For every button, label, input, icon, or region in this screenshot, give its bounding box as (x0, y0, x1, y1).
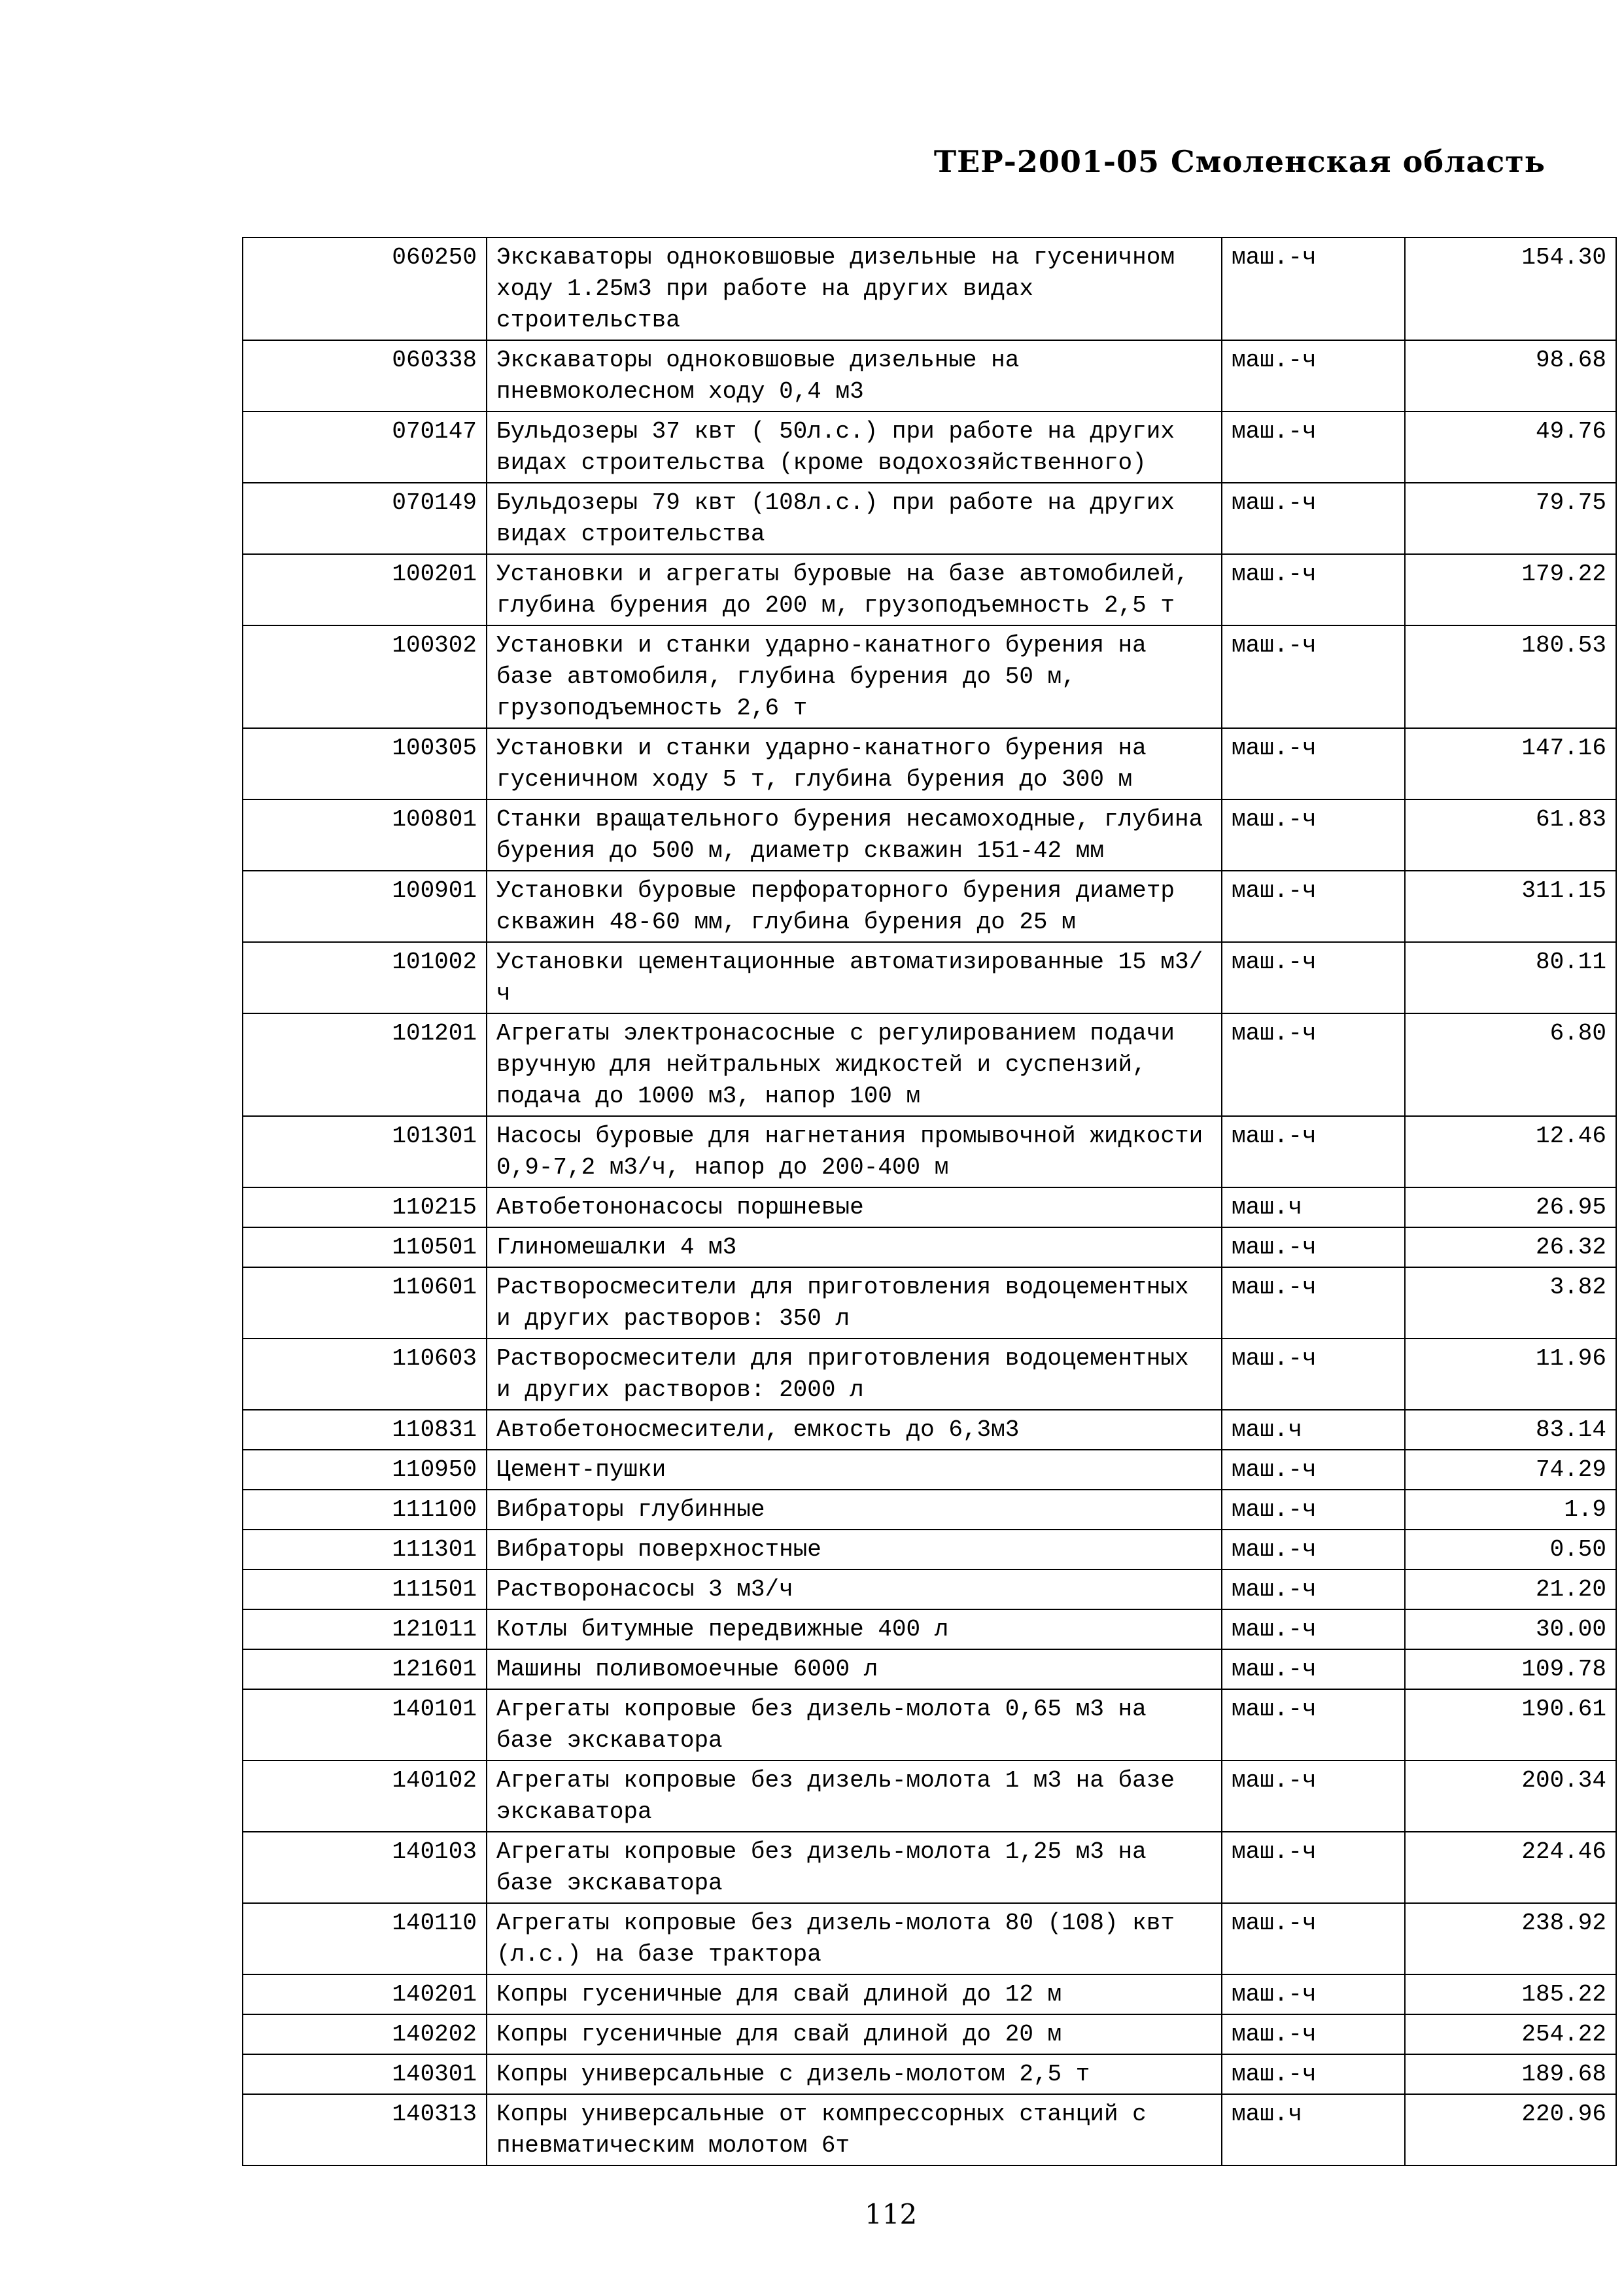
name-cell: Растворонасосы 3 м3/ч (487, 1569, 1222, 1609)
name-cell: Бульдозеры 79 квт (108л.с.) при работе на других видах строительства (487, 483, 1222, 554)
code-cell: 140102 (243, 1761, 487, 1832)
page-number: 112 (865, 2198, 918, 2230)
name-cell: Агрегаты копровые без дизель-молота 1,25 м3 на базе экскаватора (487, 1832, 1222, 1903)
code-cell: 060250 (243, 237, 487, 340)
table-row (243, 1339, 1616, 1410)
unit-cell: маш.-ч (1222, 942, 1405, 1013)
price-cell: 185.22 (1405, 1974, 1616, 2014)
name-cell: Установки и агрегаты буровые на базе автомобилей, глубина бурения до 200 м, грузоподъемность 2,5 т (487, 554, 1222, 625)
price-cell: 190.61 (1405, 1689, 1616, 1761)
code-cell: 070147 (243, 412, 487, 483)
code-cell: 100201 (243, 554, 487, 625)
table-row (243, 1530, 1616, 1569)
unit-cell: маш.-ч (1222, 1116, 1405, 1187)
unit-cell: маш.-ч (1222, 871, 1405, 942)
price-cell: 179.22 (1405, 554, 1616, 625)
code-cell: 110950 (243, 1450, 487, 1490)
name-cell: Станки вращательного бурения несамоходные, глубина бурения до 500 м, диаметр скважин 151-42 мм (487, 799, 1222, 871)
unit-cell: маш.-ч (1222, 728, 1405, 799)
unit-cell: маш.-ч (1222, 1490, 1405, 1530)
table-row (243, 483, 1616, 554)
name-cell: Установки и станки ударно-канатного бурения на базе автомобиля, глубина бурения до 50 м, грузоподъемность 2,6 т (487, 625, 1222, 728)
code-cell: 060338 (243, 340, 487, 412)
unit-cell: маш.-ч (1222, 625, 1405, 728)
price-cell: 11.96 (1405, 1339, 1616, 1410)
code-cell: 111100 (243, 1490, 487, 1530)
price-cell: 311.15 (1405, 871, 1616, 942)
price-cell: 61.83 (1405, 799, 1616, 871)
unit-cell: маш.-ч (1222, 1649, 1405, 1689)
unit-cell: маш.-ч (1222, 1530, 1405, 1569)
unit-cell: маш.-ч (1222, 1227, 1405, 1267)
table-row (243, 1689, 1616, 1761)
price-cell: 254.22 (1405, 2014, 1616, 2054)
code-cell: 140110 (243, 1903, 487, 1974)
table-row (243, 1609, 1616, 1649)
code-cell: 101002 (243, 942, 487, 1013)
name-cell: Установки и станки ударно-канатного бурения на гусеничном ходу 5 т, глубина бурения до 300 м (487, 728, 1222, 799)
code-cell: 110603 (243, 1339, 487, 1410)
code-cell: 100801 (243, 799, 487, 871)
price-cell: 98.68 (1405, 340, 1616, 412)
code-cell: 140301 (243, 2054, 487, 2094)
name-cell: Агрегаты копровые без дизель-молота 80 (108) квт (л.с.) на базе трактора (487, 1903, 1222, 1974)
code-cell: 110501 (243, 1227, 487, 1267)
name-cell: Вибраторы глубинные (487, 1490, 1222, 1530)
table-row (243, 554, 1616, 625)
name-cell: Растворосмесители для приготовления водоцементных и других растворов: 2000 л (487, 1339, 1222, 1410)
price-cell: 147.16 (1405, 728, 1616, 799)
unit-cell: маш.-ч (1222, 1339, 1405, 1410)
machine-price-table (242, 237, 1617, 2166)
document-header: ТЕР-2001-05 Смоленская область (933, 144, 1546, 179)
code-cell: 140313 (243, 2094, 487, 2165)
price-cell: 220.96 (1405, 2094, 1616, 2165)
name-cell: Экскаваторы одноковшовые дизельные на пневмоколесном ходу 0,4 м3 (487, 340, 1222, 412)
code-cell: 110831 (243, 1410, 487, 1450)
unit-cell: маш.-ч (1222, 340, 1405, 412)
unit-cell: маш.ч (1222, 2094, 1405, 2165)
unit-cell: маш.ч (1222, 1410, 1405, 1450)
name-cell: Вибраторы поверхностные (487, 1530, 1222, 1569)
unit-cell: маш.-ч (1222, 1974, 1405, 2014)
table-row (243, 340, 1616, 412)
unit-cell: маш.-ч (1222, 554, 1405, 625)
name-cell: Экскаваторы одноковшовые дизельные на гусеничном ходу 1.25м3 при работе на других видах строительства (487, 237, 1222, 340)
name-cell: Машины поливомоечные 6000 л (487, 1649, 1222, 1689)
table-row (243, 728, 1616, 799)
table-row (243, 2054, 1616, 2094)
code-cell: 140202 (243, 2014, 487, 2054)
price-cell: 26.32 (1405, 1227, 1616, 1267)
name-cell: Установки цементационные автоматизированные 15 м3/ч (487, 942, 1222, 1013)
unit-cell: маш.-ч (1222, 412, 1405, 483)
table-row (243, 1569, 1616, 1609)
name-cell: Установки буровые перфораторного бурения диаметр скважин 48-60 мм, глубина бурения до 25 м (487, 871, 1222, 942)
table-row (243, 871, 1616, 942)
code-cell: 100302 (243, 625, 487, 728)
price-cell: 189.68 (1405, 2054, 1616, 2094)
name-cell: Копры гусеничные для свай длиной до 20 м (487, 2014, 1222, 2054)
name-cell: Глиномешалки 4 м3 (487, 1227, 1222, 1267)
price-cell: 12.46 (1405, 1116, 1616, 1187)
unit-cell: маш.-ч (1222, 1267, 1405, 1339)
price-cell: 30.00 (1405, 1609, 1616, 1649)
table-body (243, 237, 1616, 2165)
name-cell: Агрегаты копровые без дизель-молота 0,65 м3 на базе экскаватора (487, 1689, 1222, 1761)
name-cell: Растворосмесители для приготовления водоцементных и других растворов: 350 л (487, 1267, 1222, 1339)
price-cell: 154.30 (1405, 237, 1616, 340)
name-cell: Агрегаты копровые без дизель-молота 1 м3 на базе экскаватора (487, 1761, 1222, 1832)
table-row (243, 1450, 1616, 1490)
unit-cell: маш.-ч (1222, 1450, 1405, 1490)
name-cell: Котлы битумные передвижные 400 л (487, 1609, 1222, 1649)
unit-cell: маш.ч (1222, 1187, 1405, 1227)
price-cell: 83.14 (1405, 1410, 1616, 1450)
table-row (243, 2014, 1616, 2054)
table-row (243, 799, 1616, 871)
unit-cell: маш.-ч (1222, 2014, 1405, 2054)
price-cell: 3.82 (1405, 1267, 1616, 1339)
price-cell: 109.78 (1405, 1649, 1616, 1689)
code-cell: 140201 (243, 1974, 487, 2014)
name-cell: Копры универсальные от компрессорных станций с пневматическим молотом 6т (487, 2094, 1222, 2165)
unit-cell: маш.-ч (1222, 1689, 1405, 1761)
name-cell: Агрегаты электронасосные с регулированием подачи вручную для нейтральных жидкостей и суспензий, подача до 1000 м3, напор 100 м (487, 1013, 1222, 1116)
code-cell: 101201 (243, 1013, 487, 1116)
code-cell: 111501 (243, 1569, 487, 1609)
table-row (243, 1267, 1616, 1339)
price-cell: 1.9 (1405, 1490, 1616, 1530)
table-row (243, 1410, 1616, 1450)
unit-cell: маш.-ч (1222, 1903, 1405, 1974)
table-row (243, 1974, 1616, 2014)
table-row (243, 1761, 1616, 1832)
name-cell: Автобетоносмесители, емкость до 6,3м3 (487, 1410, 1222, 1450)
table-row (243, 1187, 1616, 1227)
table-row (243, 625, 1616, 728)
price-cell: 6.80 (1405, 1013, 1616, 1116)
code-cell: 100305 (243, 728, 487, 799)
code-cell: 100901 (243, 871, 487, 942)
price-cell: 200.34 (1405, 1761, 1616, 1832)
table-row (243, 1903, 1616, 1974)
code-cell: 121011 (243, 1609, 487, 1649)
name-cell: Бульдозеры 37 квт ( 50л.с.) при работе на других видах строительства (кроме водохозяйственного) (487, 412, 1222, 483)
price-cell: 238.92 (1405, 1903, 1616, 1974)
unit-cell: маш.-ч (1222, 237, 1405, 340)
table-row (243, 412, 1616, 483)
price-cell: 21.20 (1405, 1569, 1616, 1609)
unit-cell: маш.-ч (1222, 483, 1405, 554)
name-cell: Насосы буровые для нагнетания промывочной жидкости 0,9-7,2 м3/ч, напор до 200-400 м (487, 1116, 1222, 1187)
unit-cell: маш.-ч (1222, 1013, 1405, 1116)
table-row (243, 1649, 1616, 1689)
code-cell: 110601 (243, 1267, 487, 1339)
table-row (243, 1490, 1616, 1530)
price-cell: 224.46 (1405, 1832, 1616, 1903)
unit-cell: маш.-ч (1222, 799, 1405, 871)
unit-cell: маш.-ч (1222, 2054, 1405, 2094)
price-cell: 79.75 (1405, 483, 1616, 554)
code-cell: 140101 (243, 1689, 487, 1761)
unit-cell: маш.-ч (1222, 1609, 1405, 1649)
name-cell: Копры гусеничные для свай длиной до 12 м (487, 1974, 1222, 2014)
code-cell: 070149 (243, 483, 487, 554)
table-row (243, 237, 1616, 340)
price-cell: 26.95 (1405, 1187, 1616, 1227)
name-cell: Цемент-пушки (487, 1450, 1222, 1490)
table-row (243, 942, 1616, 1013)
code-cell: 140103 (243, 1832, 487, 1903)
price-cell: 49.76 (1405, 412, 1616, 483)
name-cell: Автобетононасосы поршневые (487, 1187, 1222, 1227)
price-cell: 0.50 (1405, 1530, 1616, 1569)
code-cell: 111301 (243, 1530, 487, 1569)
code-cell: 101301 (243, 1116, 487, 1187)
unit-cell: маш.-ч (1222, 1832, 1405, 1903)
price-cell: 80.11 (1405, 942, 1616, 1013)
table-row (243, 1013, 1616, 1116)
code-cell: 121601 (243, 1649, 487, 1689)
table-row (243, 2094, 1616, 2165)
price-cell: 180.53 (1405, 625, 1616, 728)
table-row (243, 1116, 1616, 1187)
price-cell: 74.29 (1405, 1450, 1616, 1490)
unit-cell: маш.-ч (1222, 1569, 1405, 1609)
code-cell: 110215 (243, 1187, 487, 1227)
table-row (243, 1832, 1616, 1903)
unit-cell: маш.-ч (1222, 1761, 1405, 1832)
table-row (243, 1227, 1616, 1267)
name-cell: Копры универсальные с дизель-молотом 2,5 т (487, 2054, 1222, 2094)
